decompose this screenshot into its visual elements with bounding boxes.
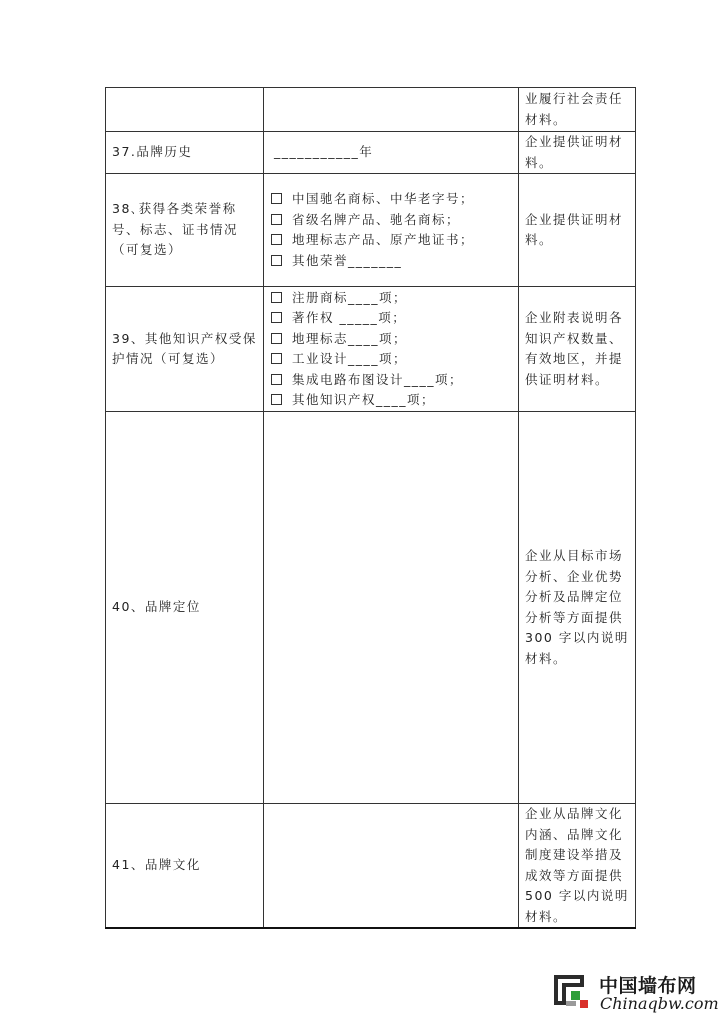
checkbox-icon[interactable] — [271, 374, 282, 385]
item-note-cell — [519, 174, 636, 287]
checkbox-icon[interactable] — [271, 214, 282, 225]
item-note-cell — [519, 88, 636, 132]
checkbox-option[interactable]: 其他荣誉_______ — [271, 251, 518, 272]
item-label: 38､获得各类荣誉称号、标志、证书情况（可复选） — [112, 201, 239, 258]
logo-text-en: Chinaqbw.com — [600, 994, 719, 1013]
item-options-cell — [264, 88, 519, 132]
item-options-cell[interactable] — [264, 412, 519, 804]
item-label: 40、品牌定位 — [112, 599, 201, 615]
checkbox-icon[interactable] — [271, 193, 282, 204]
checkbox-icon[interactable] — [271, 353, 282, 364]
year-field[interactable]: ___________年 — [274, 144, 374, 160]
note-line: 企业提供证明材 — [525, 211, 624, 227]
checkbox-option[interactable]: 中国驰名商标、中华老字号； — [271, 189, 518, 210]
item-label-cell — [106, 412, 264, 804]
note-line: 分析、企业优势 — [525, 568, 624, 584]
item-options-cell — [264, 287, 519, 412]
checkbox-option[interactable]: 地理标志____项； — [271, 329, 518, 350]
logo-icon — [553, 974, 589, 1010]
note-line: 企业附表说明各 — [525, 310, 624, 325]
table-row — [106, 174, 636, 287]
item-options-cell[interactable] — [264, 804, 519, 929]
item-label-cell — [106, 174, 264, 287]
note-line: 制度建设举措及 — [525, 847, 624, 862]
table-row — [106, 132, 636, 174]
table-row — [106, 88, 636, 132]
site-logo — [553, 971, 719, 1015]
note-line: 料。 — [525, 154, 554, 170]
table-row — [106, 287, 636, 412]
item-label-cell — [106, 804, 264, 929]
item-label: 41、品牌文化 — [112, 857, 201, 873]
note-line: 材料。 — [525, 111, 568, 127]
note-line: 成效等方面提供 — [525, 867, 624, 883]
item-options-cell — [264, 174, 519, 287]
checkbox-option[interactable]: 地理标志产品、原产地证书； — [271, 230, 518, 251]
form-table — [105, 87, 636, 929]
checkbox-option[interactable]: 著作权 _____项； — [271, 308, 518, 329]
checkbox-option[interactable]: 注册商标____项； — [271, 288, 518, 309]
note-line: 企业从目标市场 — [525, 548, 624, 563]
note-line: 分析及品牌定位 — [525, 589, 624, 604]
note-line: 企业提供证明材 — [525, 134, 624, 149]
checkbox-icon[interactable] — [271, 394, 282, 405]
note-line: 供证明材料。 — [525, 371, 610, 387]
checkbox-option[interactable]: 其他知识产权____项； — [271, 390, 518, 411]
item-note-cell — [519, 132, 636, 174]
checkbox-option[interactable]: 工业设计____项； — [271, 349, 518, 370]
logo-text-cn: 中国墙布网 — [599, 975, 697, 997]
item-label: 39、其他知识产权受保护情况（可复选） — [112, 330, 257, 366]
note-line: 内涵、品牌文化 — [525, 826, 624, 842]
checkbox-icon[interactable] — [271, 333, 282, 344]
table-row — [106, 412, 636, 804]
note-line: 材料。 — [525, 908, 568, 924]
note-line: 料。 — [525, 232, 554, 247]
checkbox-option[interactable]: 集成电路布图设计____项； — [271, 370, 518, 391]
item-note-cell — [519, 804, 636, 929]
item-note-cell — [519, 412, 636, 804]
note-line: 分析等方面提供 — [525, 609, 624, 625]
checkbox-icon[interactable] — [271, 312, 282, 323]
note-line: 有效地区，并提 — [525, 351, 624, 366]
item-label: 37.品牌历史 — [112, 144, 193, 160]
checkbox-icon[interactable] — [271, 292, 282, 303]
item-note-cell — [519, 287, 636, 412]
note-line: 300 字以内说明 — [525, 630, 629, 645]
checkbox-icon[interactable] — [271, 255, 282, 266]
item-label-cell — [106, 132, 264, 174]
item-label-cell — [106, 88, 264, 132]
note-line: 知识产权数量、 — [525, 330, 624, 346]
item-label-cell — [106, 287, 264, 412]
note-line: 业履行社会责任 — [525, 91, 624, 106]
table-row — [106, 804, 636, 929]
note-line: 材料。 — [525, 650, 568, 666]
item-options-cell — [264, 132, 519, 174]
note-line: 企业从品牌文化 — [525, 806, 624, 821]
note-line: 500 字以内说明 — [525, 888, 629, 903]
checkbox-option[interactable]: 省级名牌产品、驰名商标； — [271, 210, 518, 231]
checkbox-icon[interactable] — [271, 234, 282, 245]
